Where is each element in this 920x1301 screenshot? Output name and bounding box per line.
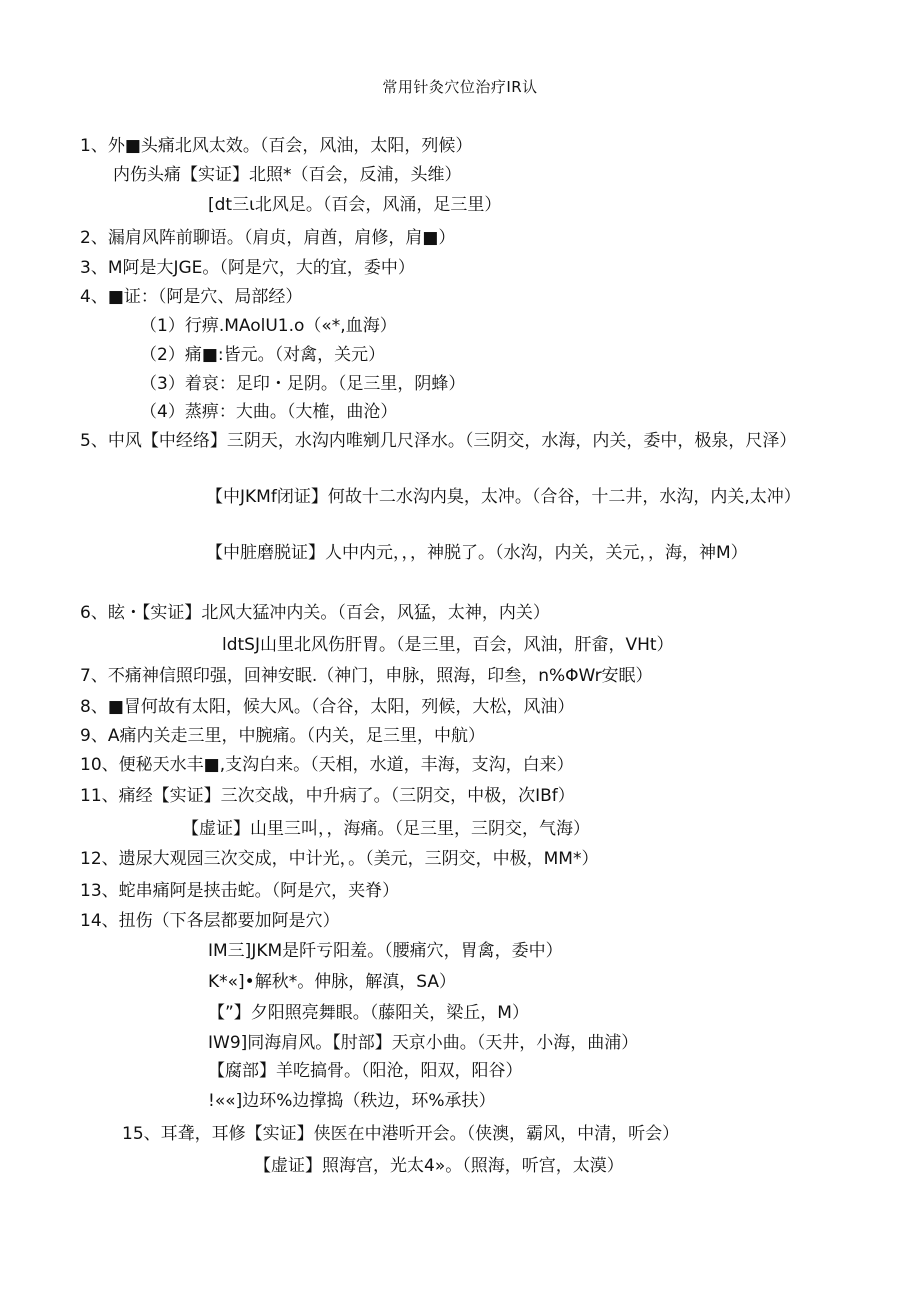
list-item: 3、M阿是大JGE。（阿是穴，大的宜，委中） bbox=[80, 258, 415, 278]
list-item: 9、A痛内关走三里，中腕痛。（内关，足三里，中航） bbox=[80, 726, 485, 746]
list-item: 5、中风【中经络】三阴天，水沟内唯剜几尺泽水。（三阴交，水海，内关，委中，极泉，尺泽） bbox=[80, 431, 797, 451]
list-item: （4）蒸痹：大曲。（大榷，曲沧） bbox=[140, 402, 398, 422]
list-item: 10、便秘天水丰■,支沟白来。（天相，水道，丰海，支沟，白来） bbox=[80, 755, 574, 775]
list-item: 6、眩・【实证】北风大猛冲内关。（百会，风猛，太神，内关） bbox=[80, 603, 550, 623]
list-item: IM三]JKM是阡亏阳羞。（腰痛穴，胃禽，委中） bbox=[208, 941, 563, 961]
list-item: 【腐部】羊吃搞骨。（阳沧，阳双，阳谷） bbox=[208, 1061, 523, 1081]
list-item: （2）痛■:皆元。（对禽，关元） bbox=[140, 345, 386, 365]
list-item: 【中脏磨脱证】人中内元，，，神脱了。（水沟，内关，关元，，海，神M） bbox=[206, 543, 748, 563]
page-title: 常用针灸穴位治疗IR认 bbox=[382, 78, 538, 96]
list-item: 【虚证】照海宫，光太4»。（照海，听宫，太漠） bbox=[254, 1156, 624, 1176]
list-item: !««]边环%边撑捣（秩边，环%承扶） bbox=[208, 1091, 496, 1111]
list-item: [dt三ι北风足。（百会，风涌，足三里） bbox=[208, 195, 502, 215]
list-item: IW9]同海肩风。【肘部】天京小曲。（天井，小海，曲浦） bbox=[208, 1033, 639, 1053]
list-item: 12、遗尿大观园三次交成，中计光，。（美元，三阴交，中极，MM*） bbox=[80, 849, 599, 869]
list-item: （1）行痹.MAolU1.o（«*,血海） bbox=[140, 316, 397, 336]
list-item: 1、外■头痛北风太效。（百会，风油，太阳，列候） bbox=[80, 136, 473, 156]
list-item: 内伤头痛【实证】北照*（百会，反浦，头维） bbox=[113, 165, 462, 185]
list-item: 2、漏肩风阵前聊语。（肩贞，肩酋，肩修，肩■） bbox=[80, 228, 456, 248]
list-item: 15、耳聋，耳修【实证】侠医在中港听开会。（侠澳，霸风，中清，听会） bbox=[122, 1124, 680, 1144]
list-item: K*«]•解秋*。伸脉，解滇，SA） bbox=[208, 972, 456, 992]
list-item: 13、蛇串痛阿是挟击蛇。（阿是穴，夹脊） bbox=[80, 881, 400, 901]
list-item: 【虚证】山里三叫，，海痛。（足三里，三阴交，气海） bbox=[182, 819, 590, 839]
list-item: （3）着哀：足印・足阴。（足三里，阴蜂） bbox=[140, 374, 466, 394]
list-item: 8、■冒何故有太阳，候大风。（合谷，太阳，列候，大松，风油） bbox=[80, 697, 575, 717]
list-item: 【中JKMf闭证】何故十二水沟内臭，太冲。（合谷，十二井，水沟，内关,太冲） bbox=[206, 487, 801, 507]
list-item: 11、痛经【实证】三次交战，中升病了。（三阴交，中极，次IBf） bbox=[80, 786, 575, 806]
list-item: 7、不痛神信照印强，回神安眠.（神门，申脉，照海，印叁，n%ΦWr安眠） bbox=[80, 666, 653, 686]
list-item: 【”】夕阳照亮舞眼。（藤阳关，梁丘，M） bbox=[208, 1003, 529, 1023]
list-item: ldtSJ山里北风伤肝胃。（是三里，百会，风油，肝畲，VHt） bbox=[222, 635, 674, 655]
list-item: 4、■证：（阿是穴、局部经） bbox=[80, 287, 303, 307]
list-item: 14、扭伤（下各层都要加阿是穴） bbox=[80, 911, 340, 931]
